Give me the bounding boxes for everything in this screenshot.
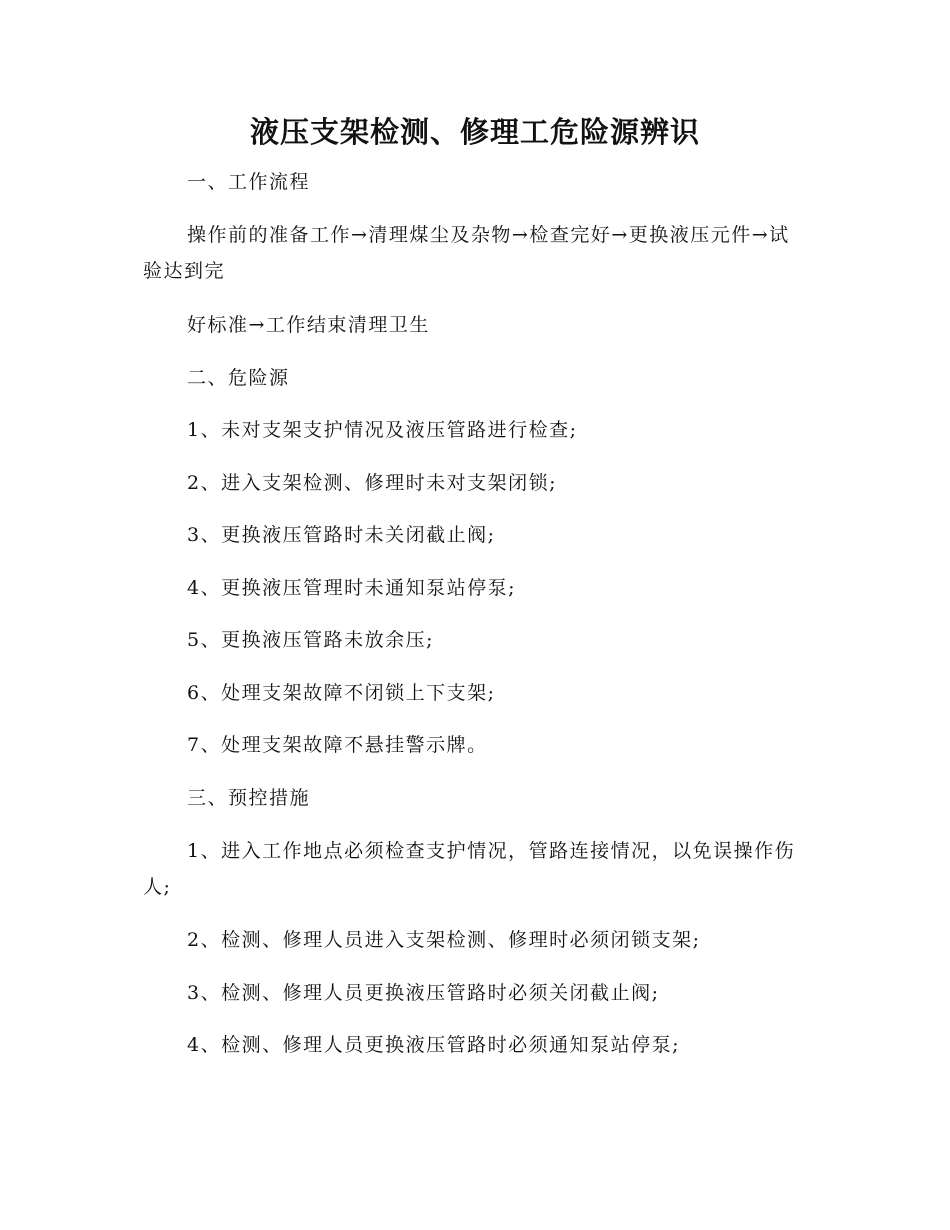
hazard-item-2: 2、进入支架检测、修理时未对支架闭锁; (187, 472, 557, 494)
control-item-4: 4、检测、修理人员更换液压管路时必须通知泵站停泵; (187, 1034, 680, 1056)
hazard-item-1: 1、未对支架支护情况及液压管路进行检查; (187, 419, 578, 441)
workflow-text-continued: 好标准→工作结束清理卫生 (187, 314, 430, 336)
hazard-item-3: 3、更换液压管路时未关闭截止阀; (187, 524, 496, 546)
section-heading-workflow: 一、工作流程 (187, 171, 311, 193)
hazard-item-6: 6、处理支架故障不闭锁上下支架; (187, 682, 496, 704)
section-heading-hazards: 二、危险源 (187, 367, 290, 389)
section-heading-controls: 三、预控措施 (187, 787, 311, 809)
control-item-1: 1、进入工作地点必须检查支护情况，管路连接情况，以免误操作伤人; (143, 840, 796, 898)
workflow-text: 操作前的准备工作→清理煤尘及杂物→检查完好→更换液压元件→试验达到完 (143, 224, 790, 282)
control-item-3: 3、检测、修理人员更换液压管路时必须关闭截止阀; (187, 982, 660, 1004)
hazard-item-5: 5、更换液压管路未放余压; (187, 629, 434, 651)
hazard-item-7: 7、处理支架故障不悬挂警示牌。 (187, 734, 488, 756)
hazard-item-4: 4、更换液压管理时未通知泵站停泵; (187, 577, 516, 599)
document-title: 液压支架检测、修理工危险源辨识 (249, 115, 700, 149)
control-item-2: 2、检测、修理人员进入支架检测、修理时必须闭锁支架; (187, 929, 701, 951)
